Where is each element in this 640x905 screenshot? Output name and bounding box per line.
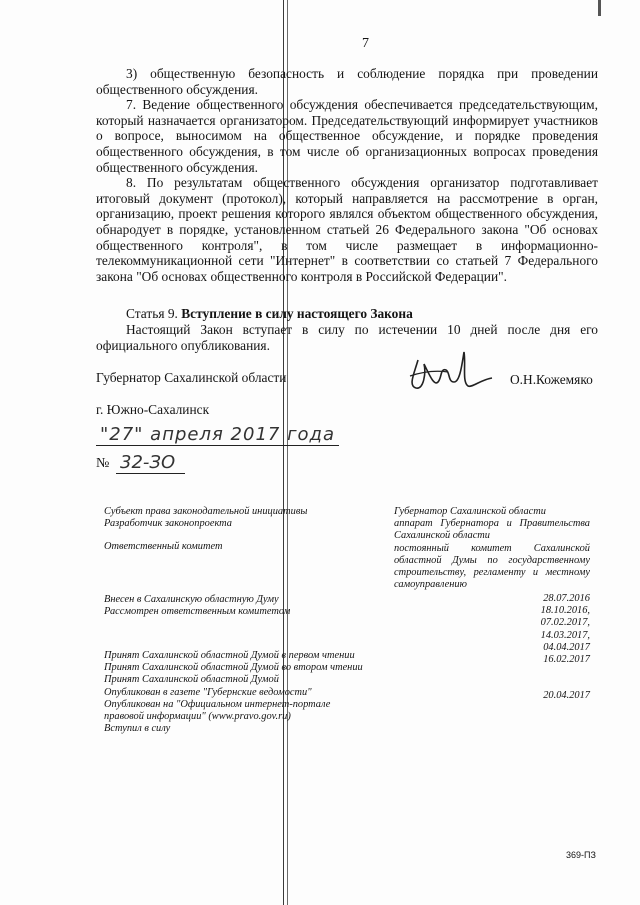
governor-name: О.Н.Кожемяко bbox=[510, 372, 593, 387]
meta-introduced-date: 28.07.2016 bbox=[543, 593, 590, 604]
meta-adopted-second-label: Принят Сахалинской областной Думой во втором чтении bbox=[104, 662, 363, 674]
paragraph-3: 3) общественную безопасность и соблюдение порядка при проведении общественного обсуждения. bbox=[96, 66, 598, 97]
meta-reviewed-date: 04.04.2017 bbox=[543, 641, 590, 653]
article-9-text: Настоящий Закон вступает в силу по истечении 10 дней после дня его официального опубликования. bbox=[96, 321, 598, 353]
meta-published-newspaper-label: Опубликован в газете "Губернские ведомости" bbox=[104, 686, 312, 698]
signing-city: г. Южно-Сахалинск bbox=[96, 402, 210, 417]
meta-reviewed-date: 07.02.2017, bbox=[540, 617, 590, 629]
meta-published-portal-label: Опубликован на "Официальном интернет-портале правовой информации" (www.pravo.gov.ru) bbox=[104, 698, 331, 723]
meta-reviewed-label: Рассмотрен ответственным комитетом bbox=[104, 605, 291, 617]
meta-developer-label: Разработчик законопроекта bbox=[104, 518, 232, 530]
meta-subject-label: Субъект права законодательной инициативы bbox=[104, 506, 308, 517]
meta-committee-label: Ответственный комитет bbox=[104, 541, 223, 553]
article-9-title: Вступление в силу настоящего Закона bbox=[181, 306, 413, 322]
meta-effective-label: Вступил в силу bbox=[104, 723, 171, 735]
handwritten-signature-icon bbox=[404, 342, 494, 402]
meta-subject-value: Губернатор Сахалинской области bbox=[394, 506, 546, 517]
meta-developer-value: аппарат Губернатора и Правительства Сахалинской области bbox=[394, 518, 590, 542]
paragraph-8: 8. По результатам общественного обсуждения организатор подготавливает итоговый документ (протокол), который направляется на рассмотрение в орган, организацию, проект решения которого являлся объектом общественного обсуждения, обнародует в порядке, установленном статьей 26 Федерального закона "Об основах общественного контроля", в том числе размещает в информационно-телекоммуникационной сети "Интернет" в соответствии со статьей 7 Федерального закона "Об основах общественного контроля в Российской Федерации". bbox=[96, 175, 598, 284]
meta-adopted-first-label: Принят Сахалинской областной Думой в первом чтении bbox=[104, 650, 355, 662]
article-9-prefix: Статья 9. bbox=[126, 306, 182, 322]
paragraph-7: 7. Ведение общественного обсуждения обеспечивается председательствующим, который назначается организатором. Председательствующий информирует участников о вопросе, выносимом на общественное обсуждение, и порядке проведения общественного обсуждения, в том числе об организационных вопросах проведения общественного обсуждения. bbox=[96, 97, 598, 175]
signing-date-value: "27" апреля 2017 года bbox=[96, 424, 339, 446]
metadata-dates bbox=[500, 593, 590, 702]
law-text bbox=[96, 66, 598, 353]
metadata-labels bbox=[104, 506, 364, 735]
scan-edge-mark bbox=[598, 0, 601, 16]
meta-adopted-label: Принят Сахалинской областной Думой bbox=[104, 674, 279, 686]
article-9-heading bbox=[96, 306, 598, 322]
meta-introduced-label: Внесен в Сахалинскую областную Думу bbox=[104, 593, 279, 605]
law-number-label: № bbox=[96, 456, 110, 471]
meta-adopted-date: 20.04.2017 bbox=[543, 690, 590, 702]
law-number-handwritten: 32-ЗО bbox=[116, 452, 185, 474]
meta-adopted-first-date: 16.02.2017 bbox=[543, 654, 590, 666]
meta-committee-value: постоянный комитет Сахалинской областной Думы по государственному строительству, регламенту и местному самоуправлению bbox=[394, 542, 590, 591]
meta-reviewed-date: 18.10.2016, bbox=[540, 605, 590, 617]
signing-date-handwritten bbox=[96, 424, 339, 445]
page-number: 7 bbox=[362, 36, 369, 51]
document-code: 369-ПЗ bbox=[566, 850, 596, 860]
governor-position: Губернатор Сахалинской области bbox=[96, 370, 287, 385]
metadata-values bbox=[394, 506, 590, 591]
meta-reviewed-date: 14.03.2017, bbox=[540, 629, 590, 641]
